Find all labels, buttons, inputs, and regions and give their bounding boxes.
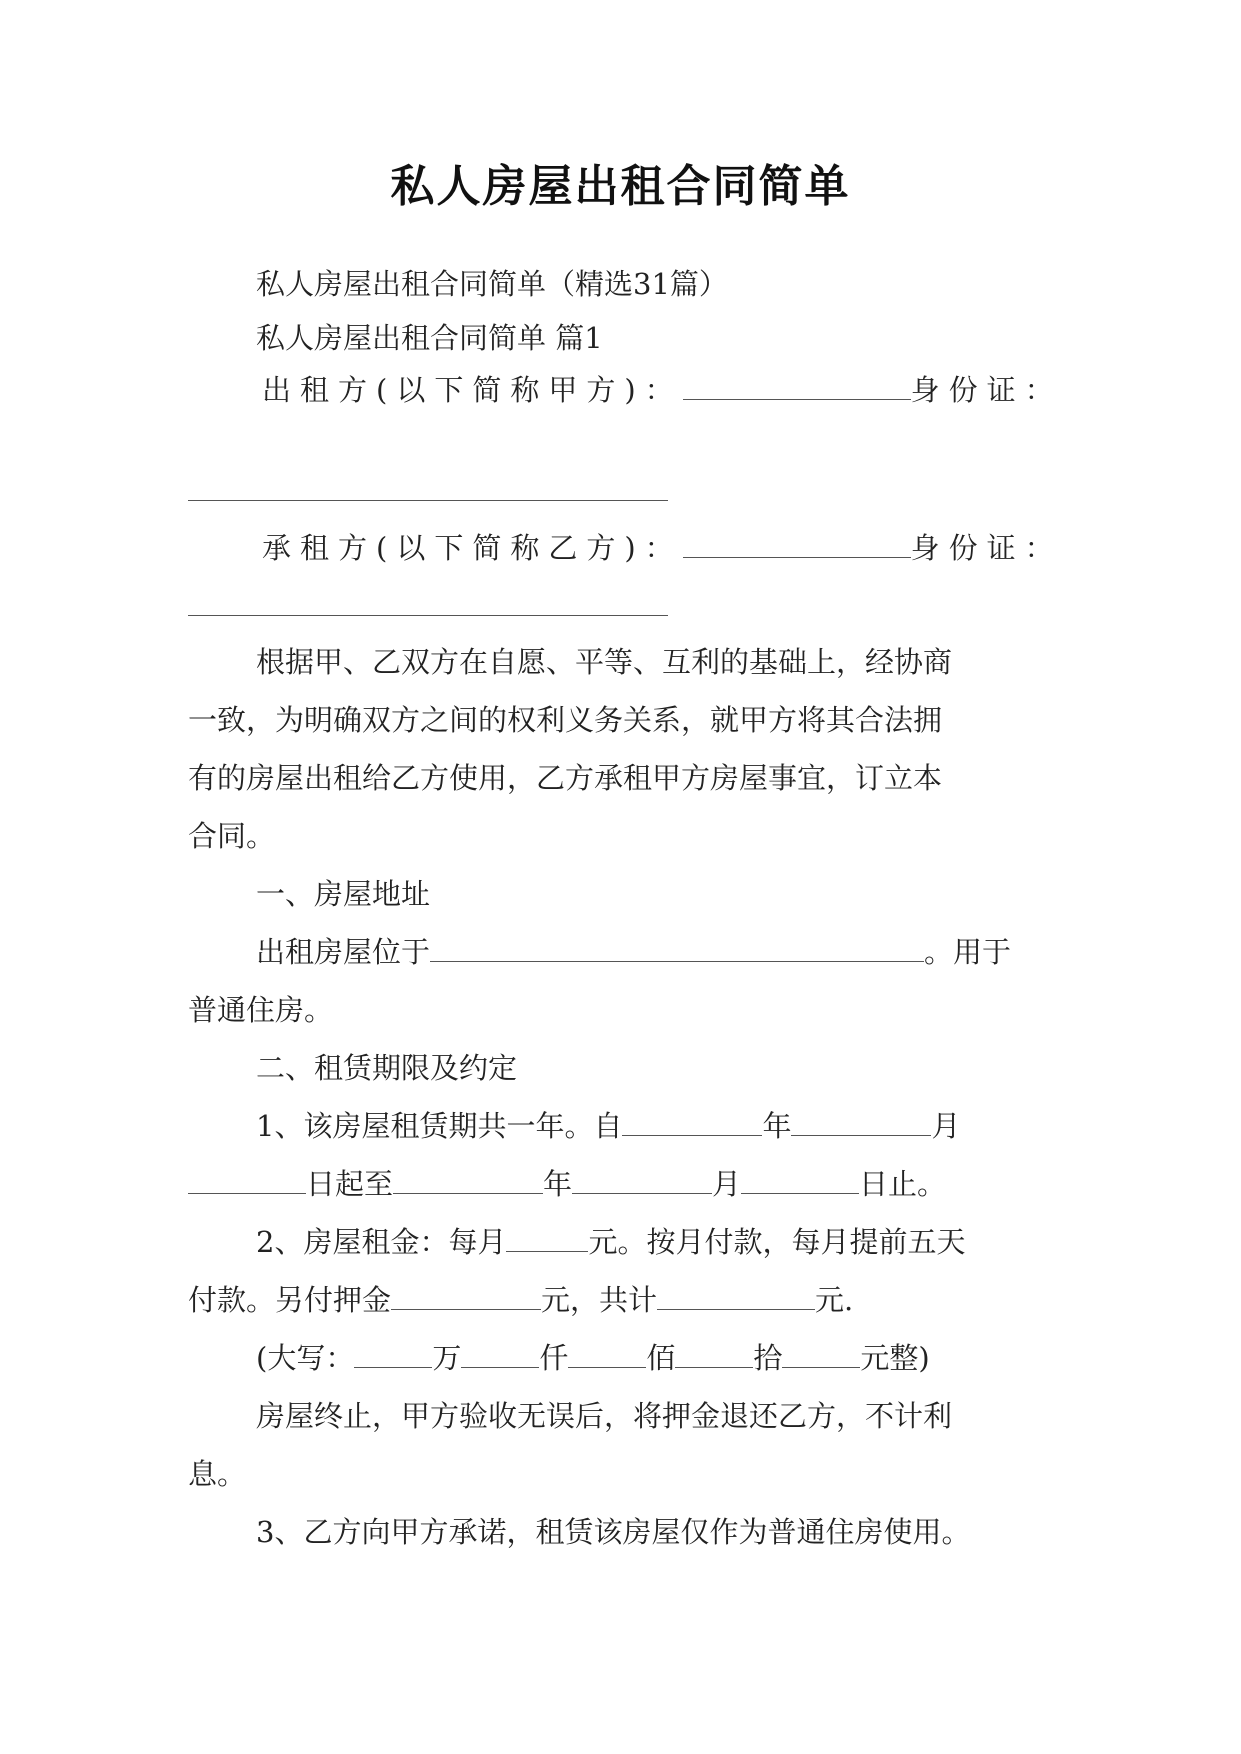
capital-shi-blank <box>675 1341 753 1368</box>
term-end-day-blank <box>741 1167 859 1194</box>
rent-pay-text: 元。按月付款，每月提前五天 <box>588 1225 966 1259</box>
term-end-month-blank <box>572 1167 712 1194</box>
term-end-year-label: 年 <box>543 1167 573 1201</box>
party-b-id-blank <box>188 615 668 616</box>
refund-line-1: 房屋终止，甲方验收无误后，将押金退还乙方，不计利 <box>256 1399 953 1433</box>
address-suffix: 。用于 <box>924 935 1012 969</box>
address-prefix: 出租房屋位于 <box>256 935 431 969</box>
capital-end: 元整) <box>860 1341 930 1375</box>
total-blank <box>657 1283 815 1310</box>
intro-line-2: 一致，为明确双方之间的权利义务关系，就甲方将其合法拥 <box>188 703 943 737</box>
capital-amount-line <box>256 1338 930 1378</box>
term-end-month-label: 月 <box>712 1167 742 1201</box>
term-prefix: 1、该房屋租赁期共一年。自 <box>256 1109 623 1143</box>
term-end-year-blank <box>393 1167 543 1194</box>
term-line-1 <box>256 1106 960 1146</box>
term-year-label: 年 <box>762 1109 792 1143</box>
party-a-id-label: 身份证： <box>910 373 1063 407</box>
usage-text: 普通住房。 <box>188 993 334 1027</box>
rent-line-2 <box>188 1280 853 1320</box>
capital-wan-blank <box>354 1341 432 1368</box>
term-month-label: 月 <box>931 1109 961 1143</box>
party-b-id-label: 身份证： <box>910 531 1063 565</box>
party-a-name-blank <box>683 373 911 400</box>
deposit-blank <box>391 1283 541 1310</box>
term-line-2 <box>188 1164 946 1204</box>
section1-heading: 一、房屋地址 <box>256 877 431 911</box>
article-heading: 私人房屋出租合同简单 篇1 <box>256 321 603 355</box>
section2-heading: 二、租赁期限及约定 <box>256 1051 518 1085</box>
rent-line-1 <box>256 1222 965 1262</box>
party-a-line <box>262 370 1063 410</box>
refund-line-2: 息。 <box>188 1457 247 1491</box>
rent-prefix: 2、房屋租金：每月 <box>256 1225 507 1259</box>
capital-qian: 仟 <box>539 1341 569 1375</box>
total-end: 元. <box>815 1283 854 1317</box>
address-line <box>256 932 1011 972</box>
monthly-rent-blank <box>506 1225 588 1252</box>
capital-shi: 拾 <box>753 1341 783 1375</box>
party-a-label: 出租方(以下简称甲方)： <box>262 373 683 407</box>
party-b-label: 承租方(以下简称乙方)： <box>262 531 683 565</box>
capital-qian-blank <box>461 1341 539 1368</box>
document-subtitle: 私人房屋出租合同简单（精选31篇） <box>256 267 728 301</box>
intro-line-3: 有的房屋出租给乙方使用，乙方承租甲方房屋事宜，订立本 <box>188 761 943 795</box>
party-b-line <box>262 528 1063 568</box>
intro-line-1: 根据甲、乙双方在自愿、平等、互利的基础上，经协商 <box>256 645 953 679</box>
capital-yuan-blank <box>782 1341 860 1368</box>
party-b-name-blank <box>683 531 911 558</box>
party-a-id-blank <box>188 500 668 501</box>
clause-3: 3、乙方向甲方承诺，租赁该房屋仅作为普通住房使用。 <box>256 1515 971 1549</box>
address-blank <box>430 935 924 962</box>
term-start-day-blank <box>188 1167 306 1194</box>
deposit-prefix: 付款。另付押金 <box>188 1283 392 1317</box>
document-title: 私人房屋出租合同简单 <box>390 161 851 212</box>
capital-bai: 佰 <box>646 1341 676 1375</box>
capital-open: (大写： <box>256 1341 355 1375</box>
term-start-month-blank <box>791 1109 931 1136</box>
capital-wan: 万 <box>432 1341 462 1375</box>
capital-bai-blank <box>568 1341 646 1368</box>
term-start-year-blank <box>622 1109 762 1136</box>
total-label: 元，共计 <box>541 1283 658 1317</box>
term-day-end-label: 日止。 <box>859 1167 947 1201</box>
intro-line-4: 合同。 <box>188 819 276 853</box>
term-day-start-label: 日起至 <box>306 1167 394 1201</box>
